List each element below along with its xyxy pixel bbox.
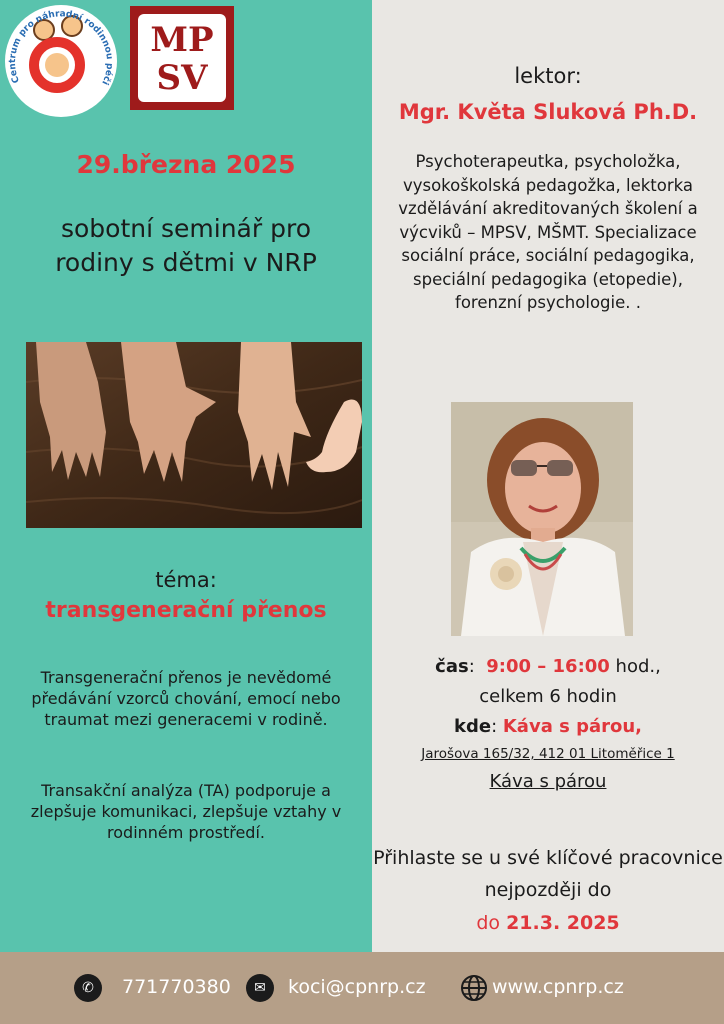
email-icon: ✉: [246, 974, 274, 1002]
lecturer-bio: Psychoterapeutka, psycholožka, vysokoškolská pedagožka, lektorka vzdělávání akreditovaných školení a výcviků – MPSV, MŠMT. Specializace sociální práce, sociální pedagogika, speciální pedagogika (etopedie), forenzní psychologie. .: [398, 152, 698, 312]
globe-icon: [460, 974, 488, 1002]
phone-number[interactable]: 771770380: [122, 976, 231, 998]
venue-name-link[interactable]: Káva s párou: [489, 771, 607, 792]
venue-address-link[interactable]: Jarošova 165/32, 412 01 Litoměřice 1: [421, 746, 675, 762]
lecturer-photo: [451, 402, 633, 636]
seminar-title-line2: rodiny s dětmi v NRP: [55, 248, 317, 277]
centrum-logo: [5, 5, 117, 117]
mpsv-logo-line2: SV: [156, 58, 208, 98]
where-separator: :: [491, 716, 503, 737]
svg-text:Centrum pro náhradní rodinnou: [8, 9, 114, 86]
deadline-prefix: do: [476, 912, 507, 934]
topic-description: Transgenerační přenos je nevědomé předávání vzorců chování, emocí nebo traumat mezi generacemi v rodině.: [31, 668, 341, 729]
mpsv-logo: [130, 6, 234, 110]
logo-text-ring: [5, 5, 117, 117]
registration-note: Přihlaste se u své klíčové pracovnice nejpozději do: [373, 847, 723, 901]
topic-title: transgenerační přenos: [45, 598, 327, 623]
seminar-title-line1: sobotní seminář pro: [60, 214, 311, 243]
where-value: Káva s párou,: [502, 716, 643, 737]
time-value: 9:00 – 16:00: [486, 656, 610, 677]
website-link[interactable]: www.cpnrp.cz: [492, 976, 624, 998]
total-hours: celkem 6 hodin: [479, 686, 617, 707]
lecturer-label: lektor:: [514, 64, 582, 88]
ta-description: Transakční analýza (TA) podporuje a zlepšuje komunikaci, zlepšuje vztahy v rodinném prostředí.: [30, 781, 342, 842]
deadline-line: [372, 912, 724, 934]
deadline-date: 21.3. 2025: [506, 912, 620, 934]
time-label: čas: [435, 656, 469, 677]
where-line: [372, 716, 724, 737]
mpsv-logo-line1: MP: [150, 20, 214, 60]
seminar-title: [0, 212, 372, 280]
phone-icon: ✆: [74, 974, 102, 1002]
hands-photo: [26, 342, 362, 528]
event-date: 29.března 2025: [76, 150, 296, 179]
lecturer-name: Mgr. Květa Sluková Ph.D.: [398, 100, 698, 124]
topic-label: téma:: [155, 568, 217, 592]
time-suffix: hod.,: [609, 656, 661, 677]
time-separator: :: [468, 656, 475, 677]
time-line: [372, 656, 724, 677]
where-label: kde: [453, 716, 492, 737]
email-link[interactable]: koci@cpnrp.cz: [288, 976, 426, 998]
logo-text: Centrum pro náhradní rodinnou péči: [7, 9, 115, 87]
